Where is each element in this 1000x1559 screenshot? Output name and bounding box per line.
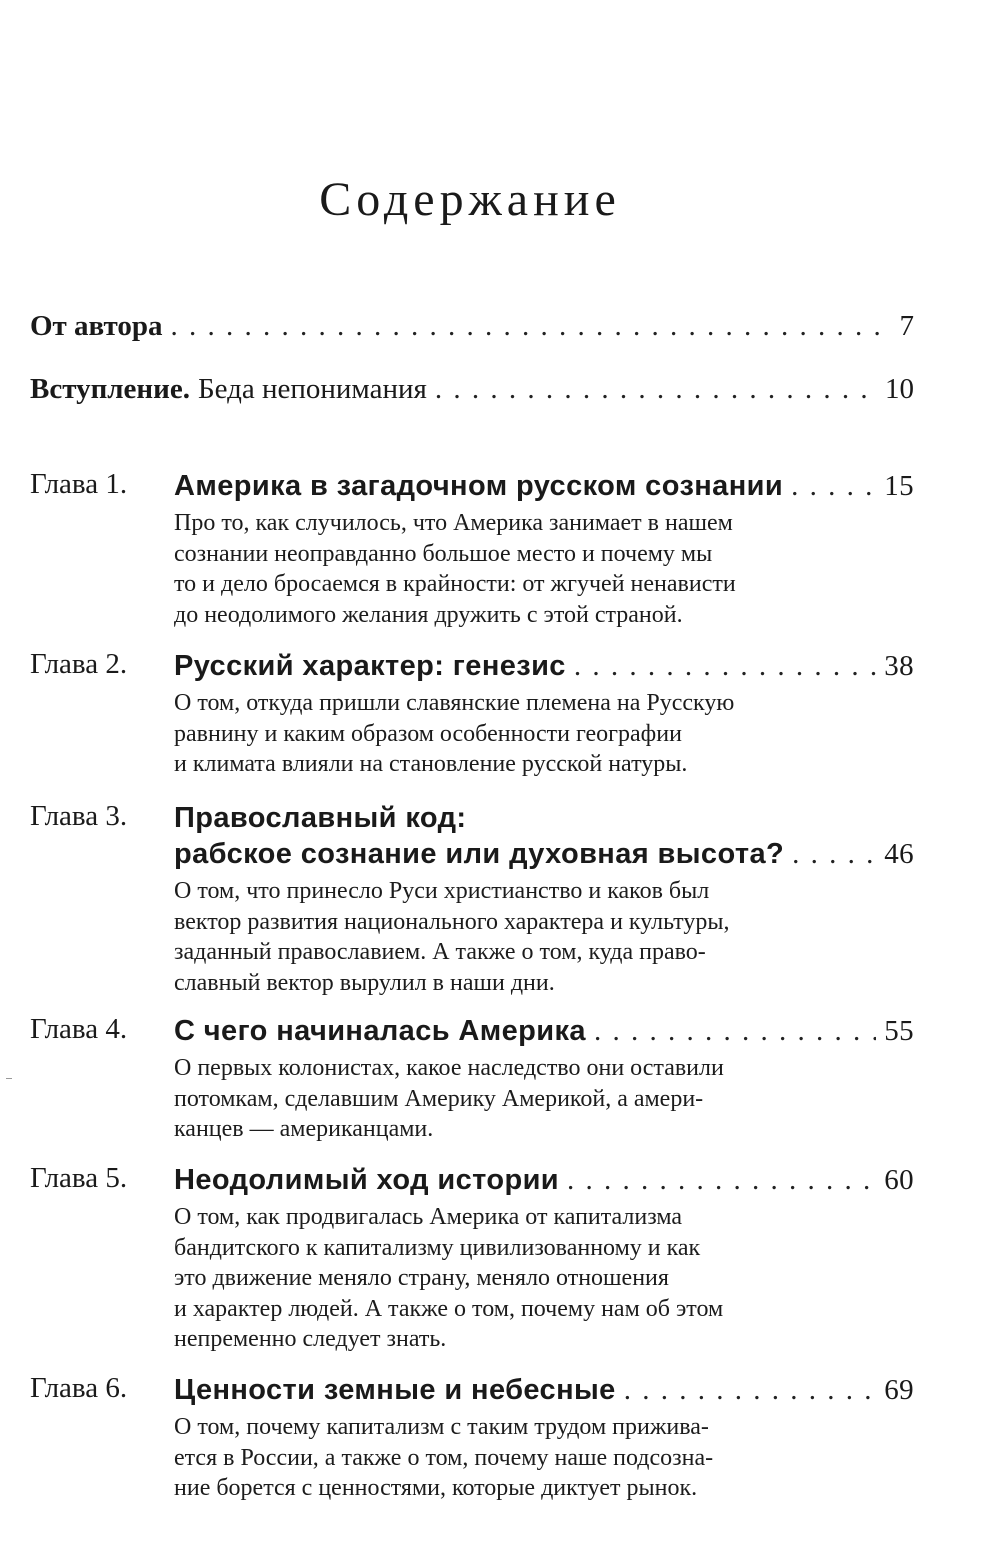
chapter-title-line: [174, 648, 914, 684]
chapter-title-line: [174, 800, 914, 836]
chapter-title: Православный код:: [174, 802, 467, 834]
chapter-title-line: [174, 468, 914, 504]
chapter-page-number: 46: [884, 838, 914, 870]
chapter-title-continued: рабское сознание или духовная высота?: [174, 838, 785, 870]
dot-leader: [435, 373, 877, 406]
entry-subtitle: Беда непонимания: [197, 373, 427, 405]
chapter-label: Глава 5.: [30, 1162, 128, 1194]
dot-leader: [574, 648, 876, 684]
chapter-description: О том, откуда пришли славянские племена на Русскую равнину и каким образом особенности географии и климата влияли на становление русской натуры.: [174, 690, 735, 777]
chapter-page-number: 69: [884, 1374, 914, 1406]
dot-leader: [594, 1013, 876, 1049]
entry-page-number: 7: [899, 310, 914, 342]
chapter-page-number: 38: [884, 650, 914, 682]
chapter-page-number: 15: [884, 470, 914, 502]
chapter-label: Глава 6.: [30, 1372, 128, 1404]
entry-label: Вступление.: [30, 373, 190, 405]
chapter-label: Глава 3.: [30, 800, 128, 832]
dot-leader: [624, 1372, 876, 1408]
chapter-title: Неодолимый ход истории: [174, 1164, 560, 1196]
chapter-description: О том, почему капитализм с таким трудом прижива- ется в России, а также о том, почему наше подсозна- ние борется с ценностями, которые диктует рынок.: [174, 1414, 714, 1501]
dot-leader: [567, 1162, 876, 1198]
chapter-description: Про то, как случилось, что Америка занимает в нашем сознании неоправданно большое место и почему мы то и дело бросаемся в крайности: от жгучей ненависти до неодолимого желания дружить с этой страной.: [174, 510, 736, 628]
scan-edge-mark: [6, 1078, 12, 1079]
entry-label: От автора: [30, 310, 163, 342]
entry-page-number: 10: [885, 373, 914, 405]
chapter-page-number: 55: [884, 1015, 914, 1047]
chapter-title-line: [174, 1013, 914, 1049]
toc-entry-introduction[interactable]: [30, 373, 914, 406]
chapter-title: Америка в загадочном русском сознании: [174, 470, 784, 502]
dot-leader: [170, 310, 891, 343]
chapter-title-line: [174, 836, 914, 872]
chapter-label: Глава 2.: [30, 648, 128, 680]
chapter-description: О том, как продвигалась Америка от капитализма бандитского к капитализму цивилизованному и как это движение меняло страну, меняло отношения и характер людей. А также о том, почему нам об этом непременно следует знать.: [174, 1204, 724, 1352]
chapter-title: С чего начиналась Америка: [174, 1015, 586, 1047]
chapter-title: Русский характер: генезис: [174, 650, 566, 682]
chapter-description: О первых колонистах, какое наследство они оставили потомкам, сделавшим Америку Америкой, а амери- канцев — американцами.: [174, 1055, 724, 1142]
toc-entry-author[interactable]: [30, 310, 914, 343]
dot-leader: [791, 468, 876, 504]
chapter-title: Ценности земные и небесные: [174, 1374, 616, 1406]
chapter-description: О том, что принесло Руси христианство и каков был вектор развития национального характера и культуры, заданный православием. А также о том, куда право- славный вектор вырулил в наши дни.: [174, 878, 730, 996]
dot-leader: [792, 836, 876, 872]
chapter-title-line: [174, 1372, 914, 1408]
page-title: Содержание: [319, 173, 621, 226]
chapter-label: Глава 1.: [30, 468, 128, 500]
chapter-title-line: [174, 1162, 914, 1198]
chapter-page-number: 60: [884, 1164, 914, 1196]
chapter-label: Глава 4.: [30, 1013, 128, 1045]
